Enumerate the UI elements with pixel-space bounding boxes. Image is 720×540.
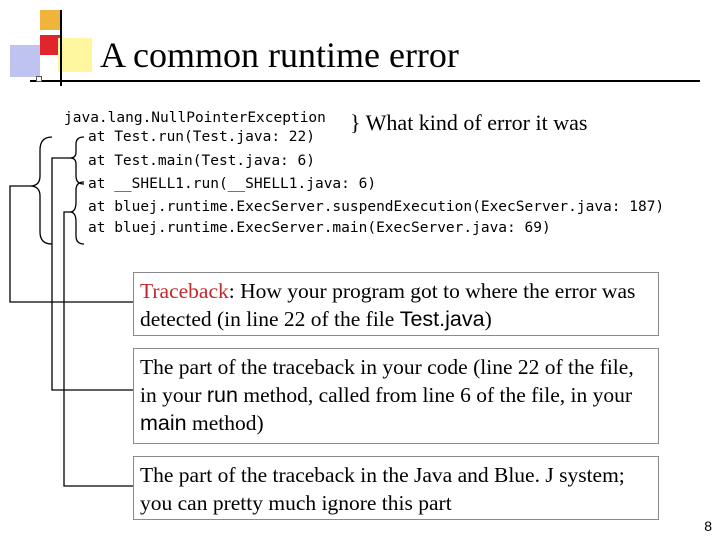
traceback-callout (133, 272, 659, 336)
user-code-callout (133, 348, 659, 444)
user-code-main: main (140, 411, 187, 435)
trace-line: at bluej.runtime.ExecServer.main(ExecServer.java: 69) (88, 220, 551, 236)
trace-line: at bluej.runtime.ExecServer.suspendExecution(ExecServer.java: 187) (88, 199, 665, 215)
trace-line: at Test.main(Test.java: 6) (88, 153, 315, 169)
traceback-text-end: ) (484, 307, 492, 331)
line-to-system-code (64, 212, 133, 486)
exception-line: java.lang.NullPointerException (64, 110, 326, 126)
brace-system-code (70, 182, 84, 244)
trace-line: at Test.run(Test.java: 22) (88, 129, 315, 145)
user-code-text: The part of the traceback in your code (line 22 of the file, in your (140, 355, 634, 407)
user-code-text-end: method) (186, 411, 264, 435)
page-title: A common runtime error (100, 35, 459, 75)
error-kind-annotation: } What kind of error it was (350, 110, 588, 135)
system-code-callout (133, 456, 659, 520)
trace-line: at __SHELL1.run(__SHELL1.java: 6) (88, 176, 377, 192)
user-code-text-mid: method, called from line 6 of the file, in your (237, 383, 633, 407)
brace-user-code (70, 137, 84, 184)
system-code-text: The part of the traceback in the Java and Blue. J system; you can pretty much ignore this part (140, 463, 625, 515)
traceback-term: Traceback (140, 279, 229, 303)
page-number: 8 (704, 518, 712, 534)
user-code-run: run (206, 383, 238, 407)
brace-outer (30, 137, 52, 244)
traceback-text: : How your program got to where the error was detected (in line 22 of the file (140, 279, 636, 331)
traceback-code: Test.java (399, 307, 485, 331)
